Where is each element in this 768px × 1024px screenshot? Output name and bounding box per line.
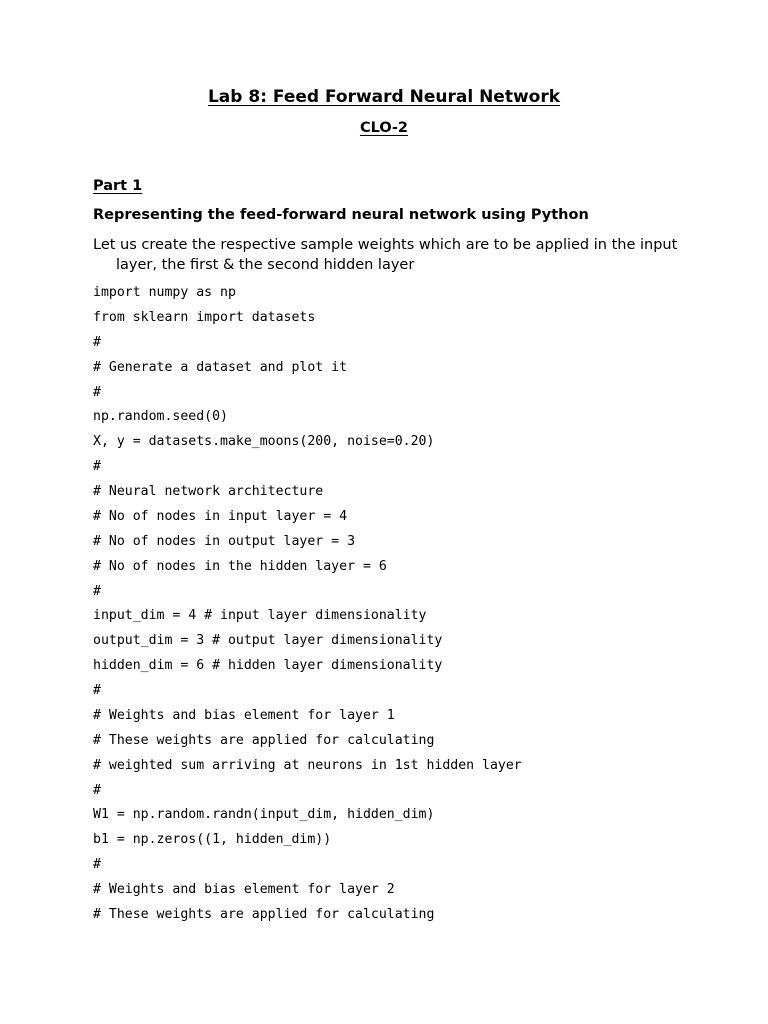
- code-line: #: [93, 459, 101, 475]
- code-line: output_dim = 3 # output layer dimensionality: [93, 633, 443, 649]
- part-label-text: Part 1: [93, 178, 143, 194]
- code-line: # weighted sum arriving at neurons in 1st hidden layer: [93, 757, 522, 773]
- code-line: np.random.seed(0): [93, 409, 228, 425]
- code-line: # These weights are applied for calculating: [93, 732, 435, 748]
- code-line: # Weights and bias element for layer 1: [93, 707, 395, 723]
- code-line: # Weights and bias element for layer 2: [93, 882, 395, 897]
- part-label: [93, 177, 142, 195]
- code-line: # No of nodes in output layer = 3: [93, 533, 356, 549]
- page-title-text: Lab 8: Feed Forward Neural Network: [207, 87, 561, 107]
- code-line: #: [93, 782, 101, 798]
- code-line: from sklearn import datasets: [93, 309, 316, 325]
- page-title: [0, 86, 768, 108]
- code-line: # These weights are applied for calculating: [93, 906, 435, 922]
- code-line: W1 = np.random.randn(input_dim, hidden_dim): [93, 807, 435, 823]
- code-line: #: [93, 334, 101, 350]
- code-line: #: [93, 384, 101, 400]
- section-heading: Representing the feed-forward neural network using Python: [93, 207, 589, 223]
- code-line: # No of nodes in input layer = 4: [93, 508, 348, 524]
- code-line: # No of nodes in the hidden layer = 6: [93, 558, 387, 574]
- code-line: import numpy as np: [93, 285, 236, 300]
- page-subtitle: [0, 119, 768, 137]
- page-subtitle-text: CLO-2: [359, 120, 409, 136]
- code-block: [93, 284, 522, 931]
- code-line: hidden_dim = 6 # hidden layer dimensionality: [93, 658, 443, 674]
- code-line: b1 = np.zeros((1, hidden_dim)): [93, 832, 332, 848]
- intro-paragraph: Let us create the respective sample weights which are to be applied in the input layer, the first & the second hidden layer: [93, 237, 678, 273]
- code-line: X, y = datasets.make_moons(200, noise=0.20): [93, 434, 435, 450]
- code-line: #: [93, 583, 101, 599]
- code-line: input_dim = 4 # input layer dimensionality: [93, 608, 427, 624]
- code-line: # Generate a dataset and plot it: [93, 359, 348, 375]
- code-line: #: [93, 857, 101, 873]
- code-line: # Neural network architecture: [93, 484, 324, 499]
- code-line: #: [93, 683, 101, 698]
